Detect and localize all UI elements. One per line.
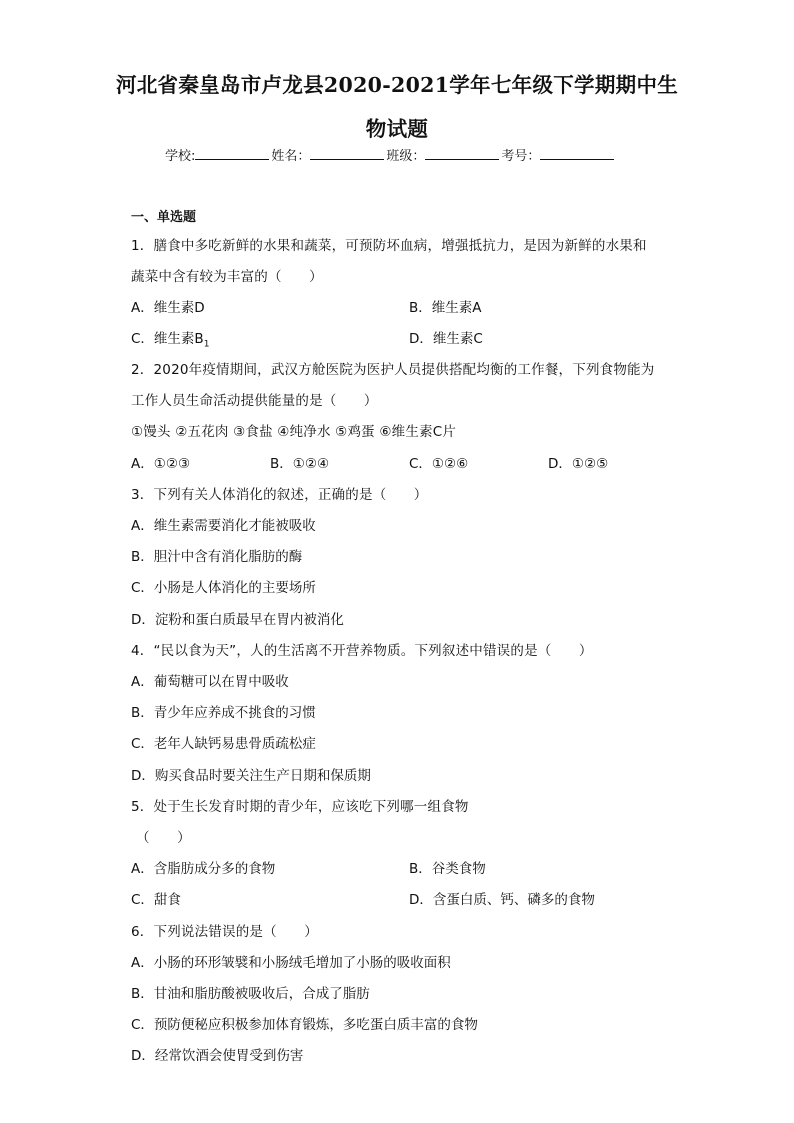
number-label: 考号： — [501, 149, 541, 164]
question-5-option-a[interactable]: A．含脂肪成分多的食物 — [131, 861, 276, 877]
question-6-option-b[interactable]: B．甘油和脂肪酸被吸收后，合成了脂肪 — [131, 986, 370, 1002]
question-1-option-a[interactable]: A．维生素D — [131, 300, 205, 316]
school-label: 学校: — [165, 149, 196, 164]
question-5-option-d[interactable]: D．含蛋白质、钙、磷多的食物 — [409, 892, 595, 908]
question-1-stem-line1: 1．膳食中多吃新鲜的水果和蔬菜，可预防坏血病，增强抵抗力，是因为新鲜的水果和 — [131, 238, 647, 254]
name-blank[interactable] — [310, 146, 384, 160]
question-1-option-c-label: C．维生素B — [131, 331, 204, 347]
question-2-food-list: ①馒头 ②五花肉 ③食盐 ④纯净水 ⑤鸡蛋 ⑥维生素C片 — [131, 424, 457, 440]
question-4-option-b[interactable]: B．青少年应养成不挑食的习惯 — [131, 705, 316, 721]
question-6-option-d[interactable]: D．经常饮酒会使胃受到伤害 — [131, 1048, 304, 1064]
exam-title-line1: 河北省秦皇岛市卢龙县2020-2021学年七年级下学期期中生 — [115, 73, 679, 97]
question-6-option-c[interactable]: C．预防便秘应积极参加体育锻炼，多吃蛋白质丰富的食物 — [131, 1017, 478, 1033]
question-2-stem-line2: 工作人员生命活动提供能量的是（ ） — [131, 393, 378, 409]
question-4-option-a[interactable]: A．葡萄糖可以在胃中吸收 — [131, 674, 289, 690]
question-2-option-d[interactable]: D．①②⑤ — [548, 456, 609, 472]
question-5-stem-line1: 5．处于生长发育时期的青少年，应该吃下列哪一组食物 — [131, 799, 469, 815]
question-1-option-c[interactable] — [131, 327, 209, 350]
question-3-option-b[interactable]: B．胆汁中含有消化脂肪的酶 — [131, 549, 303, 565]
question-3-stem: 3．下列有关人体消化的叙述，正确的是（ ） — [131, 487, 428, 503]
question-5-option-c[interactable]: C．甜食 — [131, 892, 181, 908]
question-2-option-a[interactable]: A．①②③ — [131, 456, 191, 472]
question-5-option-b[interactable]: B．谷类食物 — [409, 861, 486, 877]
question-3-option-a[interactable]: A．维生素需要消化才能被吸收 — [131, 518, 316, 534]
name-label: 姓名： — [271, 149, 311, 164]
class-label: 班级： — [386, 149, 426, 164]
question-2-stem-line1: 2．2020年疫情期间，武汉方舱医院为医护人员提供搭配均衡的工作餐，下列食物能为 — [131, 362, 655, 378]
section-title: 一、单选题 — [131, 210, 197, 225]
question-4-option-c[interactable]: C．老年人缺钙易患骨质疏松症 — [131, 736, 316, 752]
question-1-option-c-subscript: 1 — [203, 339, 210, 350]
question-1-option-b[interactable]: B．维生素A — [409, 300, 482, 316]
question-6-stem: 6．下列说法错误的是（ ） — [131, 924, 318, 940]
student-info-row — [165, 145, 616, 164]
class-blank[interactable] — [425, 146, 499, 160]
school-blank[interactable] — [195, 146, 269, 160]
question-4-stem: 4．“民以食为天”，人的生活离不开营养物质。下列叙述中错误的是（ ） — [131, 643, 593, 659]
question-4-option-d[interactable]: D．购买食品时要关注生产日期和保质期 — [131, 768, 371, 784]
question-6-option-a[interactable]: A．小肠的环形皱襞和小肠绒毛增加了小肠的吸收面积 — [131, 955, 451, 971]
question-2-option-c[interactable]: C．①②⑥ — [409, 456, 469, 472]
question-3-option-d[interactable]: D．淀粉和蛋白质最早在胃内被消化 — [131, 612, 344, 628]
number-blank[interactable] — [540, 146, 614, 160]
question-3-option-c[interactable]: C．小肠是人体消化的主要场所 — [131, 580, 316, 596]
question-2-option-b[interactable]: B．①②④ — [270, 456, 330, 472]
question-1-option-d[interactable]: D．维生素C — [409, 331, 483, 347]
exam-title-line2: 物试题 — [365, 117, 429, 141]
question-5-stem-line2: （ ） — [136, 830, 191, 846]
question-1-stem-line2: 蔬菜中含有较为丰富的（ ） — [131, 269, 323, 285]
